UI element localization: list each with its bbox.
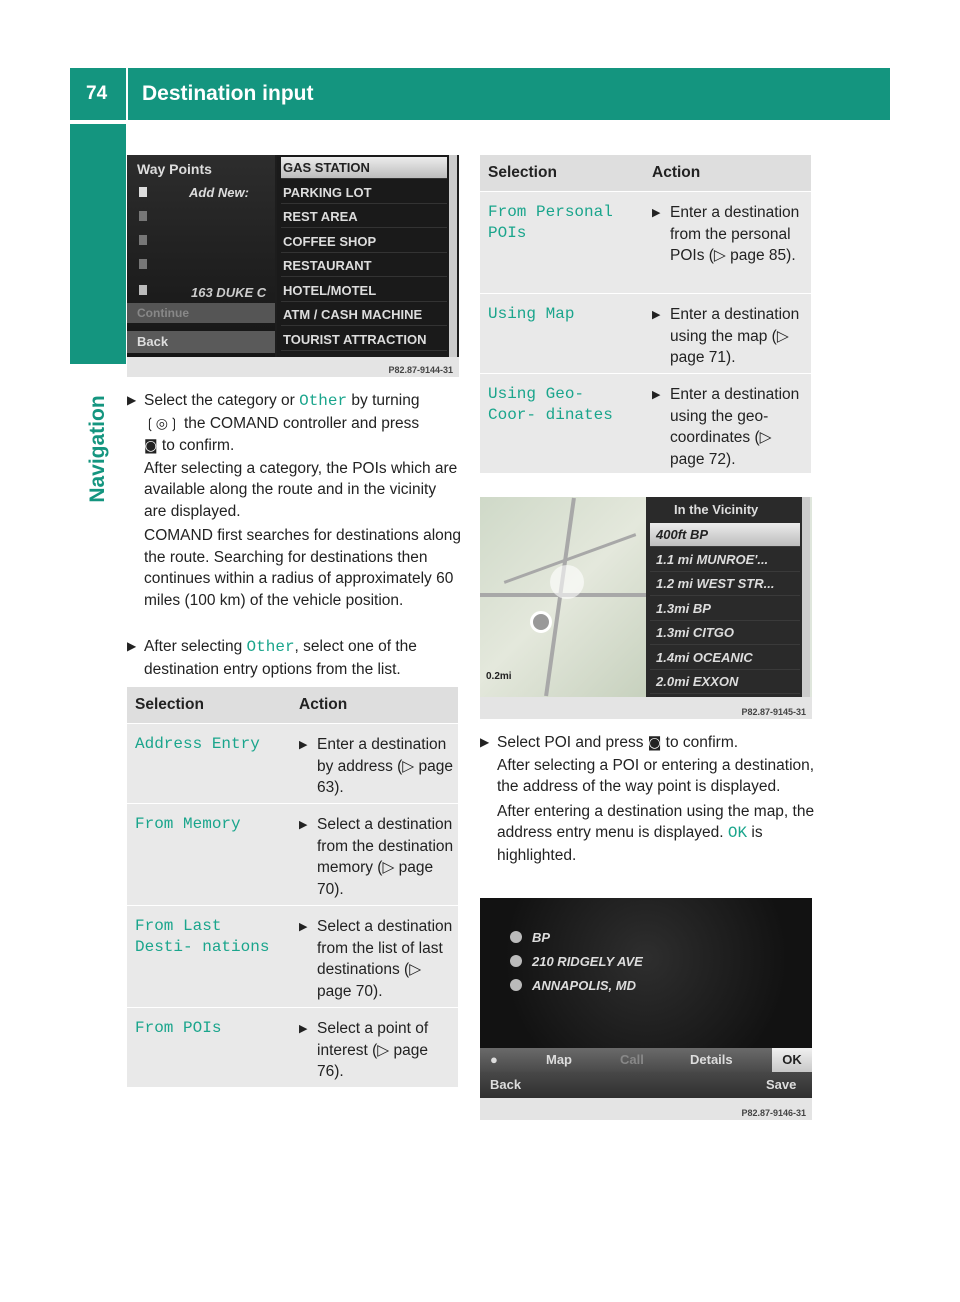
category-item: RESTAURANT	[281, 255, 447, 277]
arrow-bullet-icon: ▶	[299, 921, 308, 933]
selection-cell: From Memory	[135, 815, 241, 833]
map-button: Map	[546, 1052, 572, 1067]
arrow-bullet-icon: ▶	[480, 735, 490, 749]
arrow-bullet-icon: ▶	[127, 639, 137, 653]
text: to confirm.	[157, 437, 235, 454]
side-label-text: Navigation	[86, 395, 109, 503]
back-button: Back	[127, 331, 275, 353]
address-background	[480, 898, 812, 1048]
selection-cell: Address Entry	[135, 735, 260, 753]
arrow-bullet-icon: ▶	[652, 309, 661, 321]
controller-turn-icon: ❲◎❳	[144, 415, 180, 432]
arrow-bullet-icon: ▶	[652, 207, 661, 219]
city-row	[510, 978, 636, 993]
selection-cell: Using Geo-Coor‑ dinates	[488, 385, 613, 424]
poi-list-item: 1.1 mi MUNROE'...	[650, 548, 800, 572]
category-item: REST AREA	[281, 206, 447, 228]
text: Select POI and press	[497, 734, 648, 751]
col-action: Action	[652, 164, 701, 181]
call-button: Call	[620, 1052, 644, 1067]
text: 210 RIDGELY AVE	[532, 954, 643, 969]
text: Select a point of interest (▷ page 76).	[317, 1020, 429, 1080]
table-row	[127, 905, 458, 1007]
text: Enter a destination using the map (▷ page 71).	[670, 306, 800, 366]
details-button: Details	[690, 1052, 733, 1067]
controller-press-icon: ◙	[144, 438, 158, 454]
poi-icon	[510, 931, 522, 943]
waypoints-screenshot	[127, 155, 459, 377]
action-cell	[652, 202, 810, 267]
text: the COMAND controller and press	[179, 414, 420, 432]
action-cell	[652, 304, 810, 369]
vicinity-list	[646, 497, 802, 697]
waypoints-panel	[127, 155, 275, 357]
paragraph: After selecting a category, the POIs which are available along the route and in the vicinity are displayed.	[144, 459, 458, 520]
text: is highlighted.	[497, 824, 763, 864]
selection-cell: Using Map	[488, 305, 575, 323]
waypoint-flag-icon	[139, 259, 147, 269]
instruction-select-category	[127, 390, 462, 611]
map-scale: 0.2mi	[486, 671, 512, 682]
vicinity-header	[650, 499, 800, 521]
menu-bar	[480, 1048, 812, 1072]
vehicle-position-icon	[550, 565, 584, 599]
ok-button: OK	[772, 1048, 812, 1072]
table-row	[127, 723, 458, 803]
category-item: GAS STATION	[281, 157, 447, 179]
col-selection: Selection	[488, 164, 557, 181]
selection-cell: From POIs	[135, 1019, 222, 1037]
text: After entering a destination using the map, the address entry menu is displayed.	[497, 802, 815, 841]
selection-cell: From Personal POIs	[488, 203, 613, 242]
col-selection: Selection	[135, 696, 204, 713]
page-number: 74	[86, 83, 108, 104]
table-row	[480, 293, 811, 373]
poi-list-item: 1.4mi OCEANIC	[650, 646, 800, 670]
scrollbar	[802, 497, 810, 697]
vicinity-screenshot	[480, 497, 812, 719]
options-table-1	[127, 687, 458, 1087]
paragraph	[497, 801, 815, 867]
waypoint-address: 163 DUKE C	[191, 285, 267, 300]
side-tab	[70, 124, 126, 364]
poi-name-row	[510, 930, 550, 945]
other-option: Other	[246, 638, 295, 656]
paragraph: COMAND first searches for destinations along the route. Searching for destinations then continues within a radius of approximately 60 miles (100 km) of the vehicle position.	[144, 527, 462, 609]
add-new-label: Add New:	[189, 185, 249, 200]
instruction-select-poi	[480, 732, 815, 866]
paragraph: After selecting a POI or entering a destination, the address of the way point is displayed.	[497, 756, 815, 795]
back-button: Back	[490, 1077, 522, 1092]
poi-marker-icon	[530, 611, 552, 633]
poi-list-item: 1.3mi BP	[650, 597, 800, 621]
settings-icon: ●	[490, 1052, 498, 1067]
poi-list-item: 1.2 mi WEST STR...	[650, 572, 800, 596]
text: Select the category or	[144, 392, 300, 409]
waypoints-title: Way Points	[137, 161, 212, 177]
action-cell	[299, 916, 457, 1002]
action-cell	[299, 1018, 457, 1083]
poi-list-item: 2.0mi EXXON	[650, 670, 800, 694]
map-view	[480, 497, 646, 697]
text: BP	[532, 930, 551, 945]
arrow-bullet-icon: ▶	[299, 739, 308, 751]
poi-list-item: 400ft BP	[650, 523, 800, 547]
category-item: HOTEL/MOTEL	[281, 280, 447, 302]
instruction-select-option	[127, 636, 462, 680]
text: Enter a destination using the geo-coordinates (▷ page 72).	[670, 386, 800, 468]
action-cell	[299, 734, 457, 799]
waypoint-flag-icon	[139, 235, 147, 245]
text: Enter a destination by address (▷ page 63).	[317, 736, 453, 796]
category-list	[277, 155, 449, 357]
save-button: Save	[766, 1077, 797, 1092]
table-row	[127, 803, 458, 905]
bottom-bar	[480, 1072, 812, 1098]
street-row	[510, 954, 643, 969]
page-header	[70, 68, 890, 120]
street-icon	[510, 955, 522, 967]
text: Enter a destination from the personal POIs (▷ page 85).	[670, 204, 800, 264]
figure-ref: P82.87-9146-31	[741, 1108, 806, 1118]
text: , select one of the destination entry options from the list.	[144, 638, 417, 678]
selection-cell: From Last Desti‑ nations	[135, 917, 270, 956]
text: to confirm.	[661, 734, 739, 751]
category-item: COFFEE SHOP	[281, 231, 447, 253]
text: Select a destination from the destination memory (▷ page 70).	[317, 816, 454, 898]
scrollbar	[449, 155, 457, 357]
table-row	[480, 373, 811, 473]
other-option: Other	[299, 392, 348, 410]
table-row	[127, 1007, 458, 1087]
figure-ref: P82.87-9144-31	[388, 365, 453, 375]
table-row	[480, 191, 811, 293]
page-title: Destination input	[142, 82, 314, 105]
text: After selecting	[144, 638, 247, 655]
arrow-bullet-icon: ▶	[652, 389, 661, 401]
text: ANNAPOLIS, MD	[532, 978, 636, 993]
arrow-bullet-icon: ▶	[127, 393, 137, 407]
city-icon	[510, 979, 522, 991]
action-cell	[652, 384, 810, 470]
action-cell	[299, 814, 457, 900]
poi-list-item: 1.3mi CITGO	[650, 621, 800, 645]
arrow-bullet-icon: ▶	[299, 819, 308, 831]
figure-ref: P82.87-9145-31	[741, 707, 806, 717]
ok-option: OK	[727, 824, 748, 842]
header-divider	[126, 68, 128, 120]
side-label	[70, 364, 126, 534]
waypoint-flag-icon	[139, 211, 147, 221]
waypoint-flag-icon	[139, 187, 147, 197]
col-action: Action	[299, 696, 348, 713]
text: In the Vicinity	[674, 502, 759, 517]
address-screenshot	[480, 898, 812, 1120]
controller-press-icon: ◙	[647, 735, 662, 751]
continue-button: Continue	[127, 303, 275, 323]
category-item: TOURIST ATTRACTION	[281, 329, 447, 351]
destination-flag-icon	[139, 285, 147, 295]
options-table-2	[480, 155, 811, 473]
category-item: ATM / CASH MACHINE	[281, 304, 447, 326]
text: by turning	[347, 392, 420, 409]
text: Select a destination from the list of last destinations (▷ page 70).	[317, 918, 453, 1000]
arrow-bullet-icon: ▶	[299, 1023, 308, 1035]
category-item: PARKING LOT	[281, 182, 447, 204]
